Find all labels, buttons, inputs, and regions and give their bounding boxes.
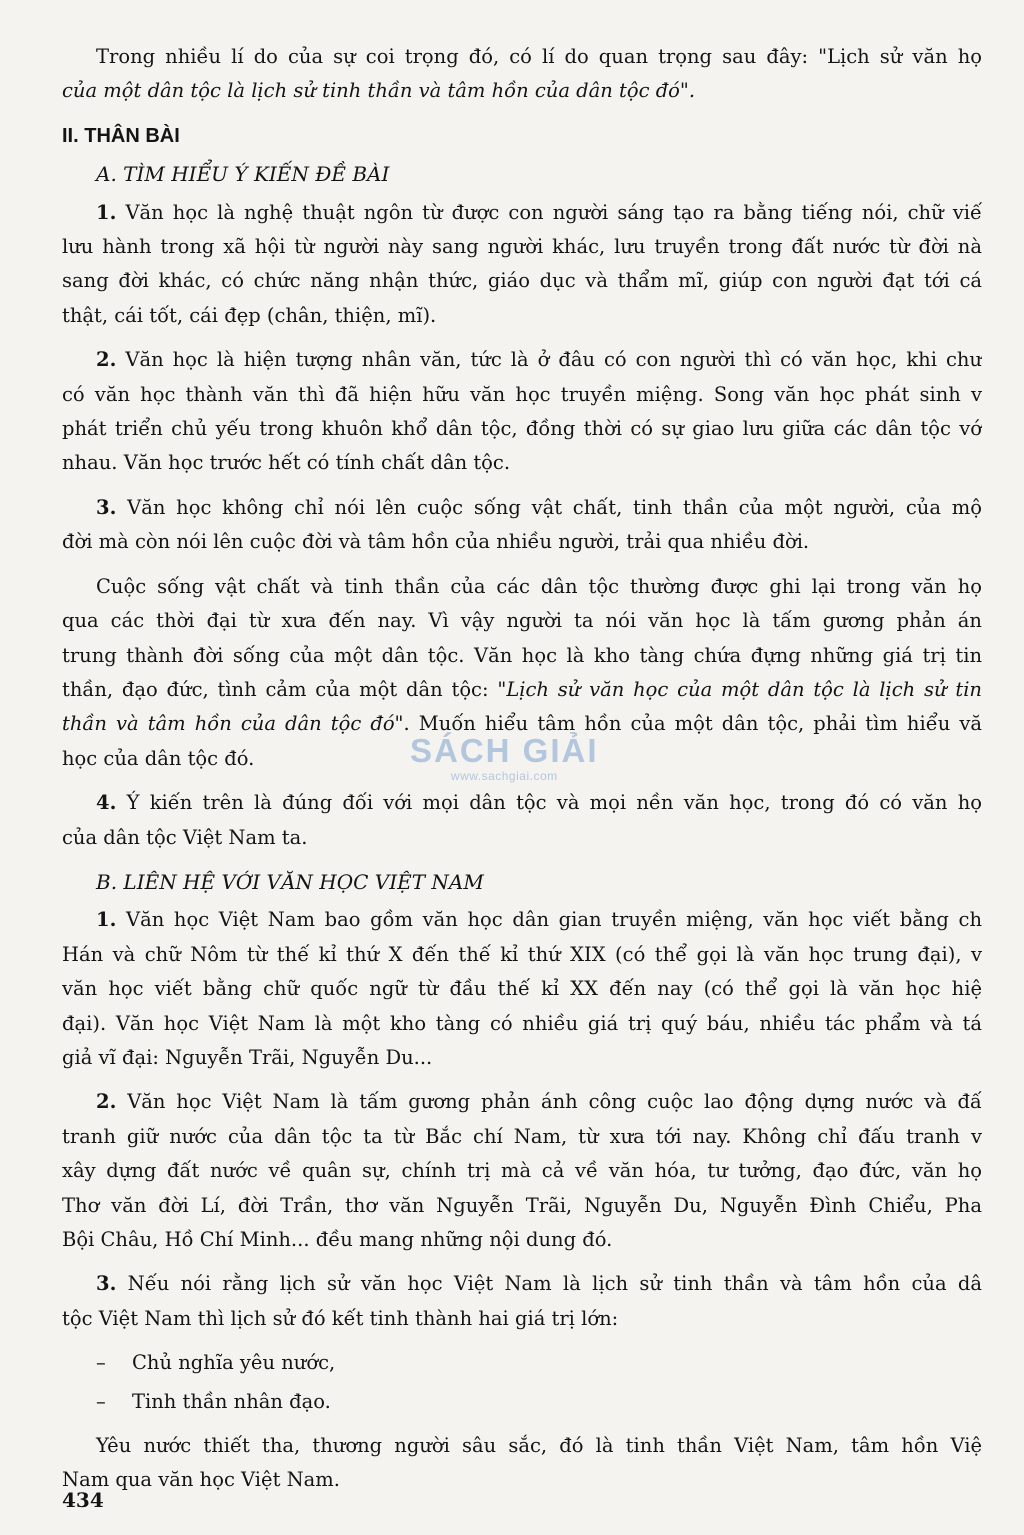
text-line: có văn học thành văn thì đã hiện hữu văn học truyền miệng. Song văn học phát sinh v [62, 382, 982, 406]
text-line: Bội Châu, Hồ Chí Minh... đều mang những nội dung đó. [62, 1228, 613, 1251]
text-line: Trong nhiều lí do của sự coi trọng đó, có lí do quan trọng sau đây: "Lịch sử văn họ [96, 45, 982, 68]
text-line: giả vĩ đại: Nguyễn Trãi, Nguyễn Du... [62, 1045, 433, 1069]
point-number: 2. [96, 1090, 117, 1114]
text-line [62, 491, 982, 525]
section-heading: II. THÂN BÀI [62, 124, 180, 147]
text-line [62, 903, 982, 937]
text-segment: Văn học là hiện tượng nhân văn, tức là ở đâu có con người thì có văn học, khi chư [125, 348, 982, 372]
part-a-heading: A. TÌM HIỂU Ý KIẾN ĐỀ BÀI [96, 162, 390, 187]
watermark-brand: SÁCH GIẢI [410, 732, 599, 769]
text-line: đại). Văn học Việt Nam là một kho tàng có nhiều giá trị quý báu, nhiều tác phẩm và tá [62, 1011, 982, 1035]
text-line: qua các thời đại từ xưa đến nay. Vì vậy người ta nói văn học là tấm gương phản án [62, 609, 982, 633]
text-line: tranh giữ nước của dân tộc ta từ Bắc chí Nam, từ xưa tới nay. Không chỉ đấu tranh v [62, 1124, 982, 1148]
text-line: của một dân tộc là lịch sử tinh thần và tâm hồn của dân tộc đó". [62, 79, 696, 103]
dash-marker: – [96, 1389, 106, 1413]
list-item-text: Chủ nghĩa yêu nước, [132, 1351, 336, 1375]
part-a-point-4 [62, 786, 982, 855]
text-line: học của dân tộc đó. [62, 746, 255, 770]
text-line [62, 1085, 982, 1119]
text-line [62, 196, 982, 230]
text-line: văn học viết bằng chữ quốc ngữ từ đầu thế kỉ XX đến nay (có thể gọi là văn học hiệ [62, 977, 982, 1001]
text-line: Nam qua văn học Việt Nam. [62, 1468, 340, 1492]
point-number: 4. [96, 791, 117, 815]
text-segment: Văn học Việt Nam bao gồm văn học dân gian truyền miệng, văn học viết bằng ch [126, 908, 982, 932]
closing-paragraph [62, 1429, 982, 1498]
text-segment: Văn học không chỉ nói lên cuộc sống vật chất, tinh thần của một người, của mộ [127, 495, 982, 519]
text-line: Hán và chữ Nôm từ thế kỉ thứ X đến thế kỉ thứ XIX (có thể gọi là văn học trung đại), v [62, 942, 982, 966]
text-segment: Nếu nói rằng lịch sử văn học Việt Nam là lịch sử tinh thần và tâm hồn của dâ [127, 1272, 982, 1296]
quote-segment: thần và tâm hồn của dân tộc đó" [62, 712, 404, 736]
text-line: Thơ văn đời Lí, đời Trần, thơ văn Nguyễn Trãi, Nguyễn Du, Nguyễn Đình Chiểu, Pha [62, 1193, 982, 1217]
quote-segment: "Lịch sử văn học của một dân tộc là lịch sử tin [497, 677, 982, 701]
text-line: trung thành đời sống của một dân tộc. Văn học là kho tàng chứa đựng những giá trị tin [62, 643, 982, 667]
text-segment: Ý kiến trên là đúng đối với mọi dân tộc và mọi nền văn học, trong đó có văn họ [126, 791, 982, 815]
text-line [62, 673, 982, 707]
text-line: Yêu nước thiết tha, thương người sâu sắc, đó là tinh thần Việt Nam, tâm hồn Việ [96, 1434, 982, 1458]
text-line: sang đời khác, có chức năng nhận thức, giáo dục và thẩm mĩ, giúp con người đạt tới cá [62, 269, 982, 293]
text-line: xây dựng đất nước về quân sự, chính trị mà cả về văn hóa, tư tưởng, đạo đức, văn họ [62, 1159, 982, 1183]
part-a-point-2 [62, 343, 982, 481]
text-line: nhau. Văn học trước hết có tính chất dân tộc. [62, 451, 511, 475]
text-line: Cuộc sống vật chất và tinh thần của các dân tộc thường được ghi lại trong văn họ [96, 574, 982, 598]
text-line: tộc Việt Nam thì lịch sử đó kết tinh thành hai giá trị lớn: [62, 1306, 619, 1330]
dash-marker: – [96, 1351, 106, 1375]
text-segment: . Muốn hiểu tâm hồn của một dân tộc, phải tìm hiểu vă [403, 712, 982, 736]
point-number: 1. [96, 908, 117, 932]
watermark-url: www.sachgiai.com [450, 769, 558, 783]
text-line [62, 786, 982, 820]
list-item [62, 1385, 982, 1419]
part-a-point-3 [62, 491, 982, 560]
part-b-heading: B. LIÊN HỆ VỚI VĂN HỌC VIỆT NAM [96, 869, 484, 894]
part-b-point-2 [62, 1085, 982, 1257]
point-number: 2. [96, 348, 117, 372]
page-number: 434 [62, 1488, 104, 1512]
text-line: đời mà còn nói lên cuộc đời và tâm hồn của nhiều người, trải qua nhiều đời. [62, 530, 810, 554]
part-b-point-3 [62, 1267, 982, 1336]
list-item [62, 1346, 982, 1380]
point-number: 3. [96, 1272, 117, 1296]
text-segment: Văn học là nghệ thuật ngôn từ được con người sáng tạo ra bằng tiếng nói, chữ viế [125, 200, 982, 224]
list-item-text: Tinh thần nhân đạo. [132, 1389, 331, 1413]
text-line: phát triển chủ yếu trong khuôn khổ dân tộc, đồng thời có sự giao lưu giữa các dân tộc vớ [62, 417, 982, 441]
point-number: 3. [96, 495, 117, 519]
point-number: 1. [96, 200, 117, 224]
part-b-point-1 [62, 903, 982, 1075]
text-line: thật, cái tốt, cái đẹp (chân, thiện, mĩ). [62, 303, 437, 327]
text-line: lưu hành trong xã hội từ người này sang người khác, lưu truyền trong đất nước từ đời nà [62, 235, 982, 259]
watermark-logo [410, 733, 599, 783]
intro-paragraph [62, 40, 982, 109]
text-line: của dân tộc Việt Nam ta. [62, 825, 308, 849]
text-segment: thần, đạo đức, tình cảm của một dân tộc: [62, 677, 498, 701]
text-line [62, 343, 982, 377]
text-line [62, 1267, 982, 1301]
part-a-point-1 [62, 196, 982, 334]
text-segment: Văn học Việt Nam là tấm gương phản ánh công cuộc lao động dựng nước và đấ [127, 1090, 982, 1114]
